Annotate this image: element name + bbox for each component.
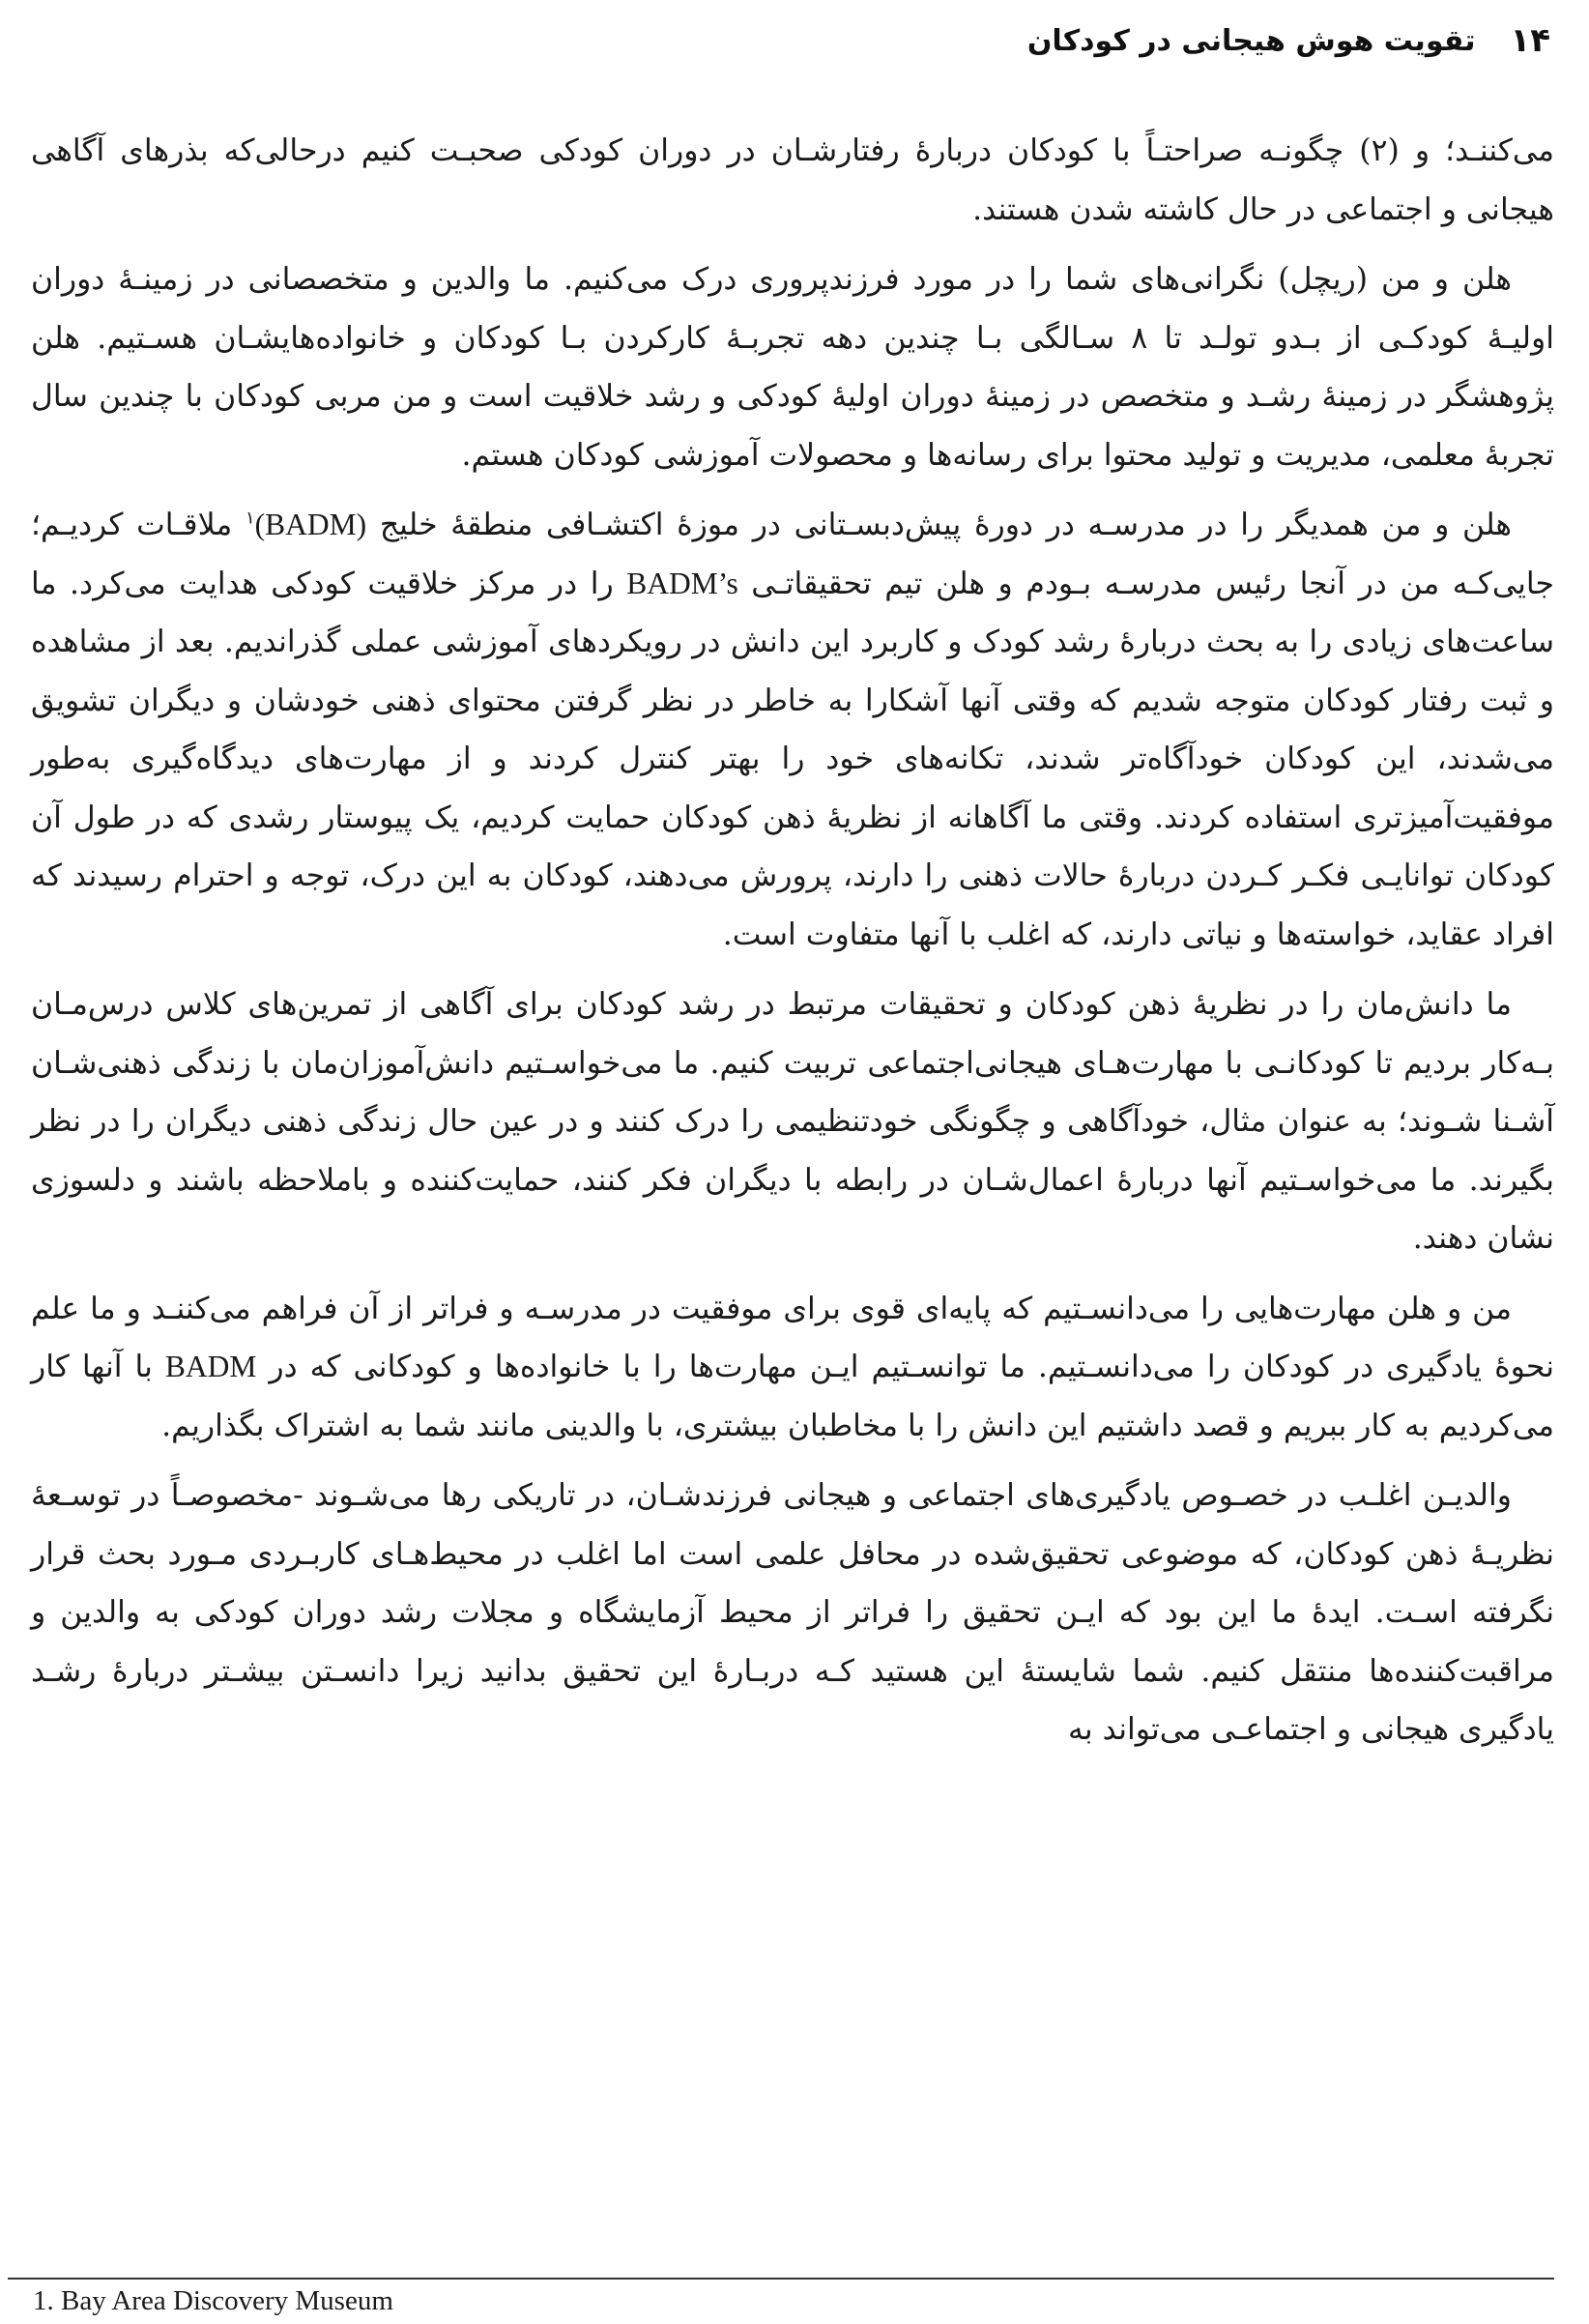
badm-abbreviation: BADM	[164, 1350, 257, 1383]
paragraph-1: می‌کننـد؛ و (۲) چگونـه صراحتـاً با کودکان دربارهٔ رفتارشـان در دوران کودکی صحبـت کنیم درحالی‌که بذرهای آگاهی هیجانی و اجتماعی در حال کاشته شدن هستند.	[31, 133, 1554, 227]
page-number: ۱۴	[1510, 21, 1550, 60]
paragraph-4: ما دانش‌مان را در نظریهٔ ذهن کودکان و تحقیقات مرتبط در رشد کودکان برای آگاهی از تمرین‌های کلاس درس‌مـان بـه‌کار بردیم تا کودکانـی با مهارت‌هـای هیجانی‌اجتماعی تربیت کنیم. ما می‌خواسـتیم دانش‌آموزان‌مان با زندگی ذهنی‌شـان آشـنا شـوند؛ به عنوان مثال، خودآگاهی و چگونگی خودتنظیمی را درک کنند و در عین حال زندگی ذهنی دیگران را در نظر بگیرند. ما می‌خواسـتیم آنها دربارهٔ اعمال‌شـان در رابطه با دیگران فکر کنند، حمایت‌کننده و باملاحظه باشند و دلسوزی نشان دهند.	[31, 987, 1554, 1256]
badm-abbreviation: (BADM)	[254, 508, 367, 541]
paragraph-6: والدیـن اغلـب در خصـوص یادگیری‌های اجتماعی و هیجانی فرزندشـان، در تاریکی رها می‌شـوند -مخصوصـاً در توسـعهٔ نظریـهٔ ذهن کودکان، که موضوعی تحقیق‌شده در محافل علمی است اما اغلب در محیط‌هـای کاربـردی مـورد بحث قرار نگرفته اسـت. ایدهٔ ما این بود که ایـن تحقیق را فراتر از محیط آزمایشگاه و مجلات رشد دوران کودکی به والدین و مراقبت‌کننده‌ها منتقل کنیم. شما شایستهٔ این هستید کـه دربـارهٔ این تحقیق بدانید زیرا دانسـتن بیشـتر دربارهٔ رشـد یادگیری هیجانی و اجتماعـی می‌تواند به	[31, 1478, 1554, 1747]
running-title: تقویت هوش هیجانی در کودکان	[1026, 23, 1476, 58]
footnote-marker: ۱	[245, 508, 255, 529]
page-header	[39, 14, 1550, 68]
paragraph-3-body: ملاقـات کردیـم؛ جایی‌کـه من در آنجا رئیس مدرسـه بـودم و هلن تیم تحقیقاتـی BADM’s را در مرکز خلاقیت کودکی هدایت می‌کرد. ما ساعت‌های زیادی را به بحث دربارهٔ رشد کودک و کاربرد این دانش در رویکردهای آموزشی عملی گذراندیم. بعد از مشاهده و ثبت رفتار کودکان متوجه شدیم که وقتی آنها آشکارا به خاطر در نظر گرفتن محتوای ذهنی خودشان و دیگران تشویق می‌شدند، این کودکان خودآگاه‌تر شدند، تکانه‌های خود را بهتر کنترل کردند و از مهارت‌های دیدگاه‌گیری به‌طور موفقیت‌آمیزتری استفاده کردند. وقتی ما آگاهانه از نظریهٔ ذهن کودکان حمایت کردیم، یک پیوستار رشدی که در طول آن کودکان توانایـی فکـر کـردن دربارهٔ حالات ذهنی را دارند، پرورش می‌دهند، کودکان به این درک، توجه و احترام رسیدند که افراد عقاید، خواسته‌ها و نیاتی دارند، که اغلب با آنها متفاوت است.	[31, 508, 1554, 952]
body-text	[31, 122, 1554, 1771]
footnote: 1. Bay Area Discovery Museum	[33, 2285, 393, 2316]
paragraph-3-lead: هلن و من همدیگر را در مدرسـه در دورهٔ پیش‌دبسـتانی در موزهٔ اکتشـافی منطقهٔ خلیج	[379, 508, 1512, 542]
paragraph-5	[31, 1280, 1554, 1456]
paragraph-2: هلن و من (ریچل) نگرانی‌های شما را در مورد فرزندپروری درک می‌کنیم. ما والدین و متخصصانی در زمینـهٔ دوران اولیـهٔ کودکـی از بـدو تولـد تا ۸ سـالگی بـا چندین دهه تجربـهٔ کارکردن بـا کودکان و خانواده‌هایشـان هسـتیم. هلن پژوهشگر در زمینهٔ رشـد و متخصص در زمینهٔ دوران اولیهٔ کودکی و رشد خلاقیت است و من مربی کودکان با چندین سال تجربهٔ معلمی، مدیریت و تولید محتوا برای رسانه‌ها و محصولات آموزشی کودکان هستم.	[31, 262, 1554, 473]
paragraph-3	[31, 496, 1554, 964]
paragraph-5-body: کودکانی که در BADM با آنها کار می‌کردیم به کار ببریم و قصد داشتیم این دانش را با مخاطبان بیشتری، با والدینی مانند شما به اشتراک بگذاریم.	[31, 1350, 1554, 1443]
footnote-divider	[8, 2278, 1554, 2280]
badm-abbreviation: BADM’s	[626, 566, 738, 600]
paragraph-5-lead: من و هلن مهارت‌هایی را می‌دانسـتیم که پایه‌ای قوی برای موفقیت در مدرسـه و فراتر از آن فراهم می‌کننـد و ما علم نحوهٔ یادگیری در کودکان را می‌دانسـتیم. ما توانسـتیم ایـن مهارت‌ها را با خانواده‌ها و	[31, 1291, 1554, 1384]
